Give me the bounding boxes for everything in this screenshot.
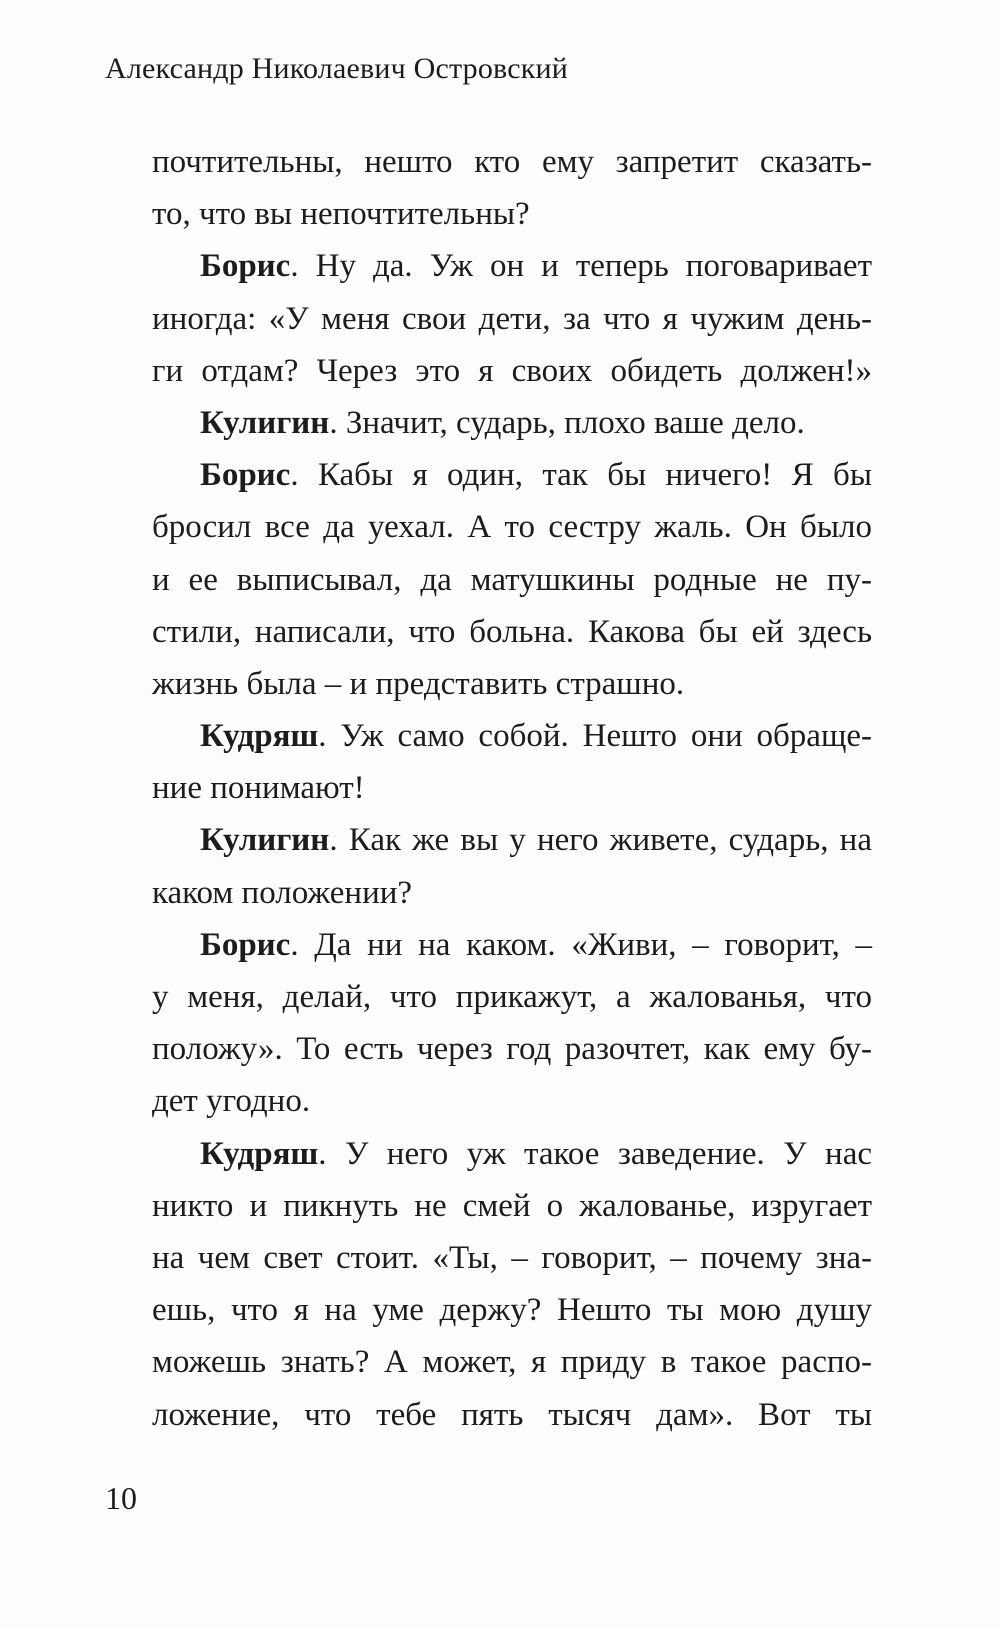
text-line: на чем свет стоит. «Ты, – говорит, – почему зна- [152,1239,872,1276]
running-head: Александр Николаевич Островский [105,52,569,85]
speaker-name: Борис [200,926,291,963]
text-line: ешь, что я на уме держу? Нешто ты мою душу [152,1292,872,1329]
speaker-name: Кудряш [200,718,319,755]
dialogue-line: Кулигин. Значит, сударь, плохо ваше дело. [200,404,805,441]
play-text [152,136,872,1441]
speaker-name: Борис [200,457,291,494]
text-line: ние понимают! [152,770,365,807]
dialogue-line: Борис. Ну да. Уж он и теперь поговаривает [200,248,872,285]
speaker-name: Кулигин [200,404,330,441]
text-line: и ее выписывал, да матушкины родные не пу- [152,561,872,598]
text-line: бросил все да уехал. А то сестру жаль. Он было [152,509,872,546]
speaker-name: Борис [200,248,291,285]
text-line: можешь знать? А может, я приду в такое распо- [152,1344,872,1381]
dialogue-line: Кудряш. Уж само собой. Нешто они обраще- [200,718,872,755]
text-line: положу». То есть через год разочтет, как ему бу- [152,1031,872,1068]
dialogue-line: Кулигин. Как же вы у него живете, сударь, на [200,822,872,859]
text-line: стили, написали, что больна. Какова бы ей здесь [152,613,872,650]
dialogue-line: Борис. Кабы я один, так бы ничего! Я бы [200,457,872,494]
page-number: 10 [105,1480,137,1516]
text-line: жизнь была – и представить страшно. [152,665,685,702]
speaker-name: Кулигин [200,822,330,859]
text-line: ложение, что тебе пять тысяч дам». Вот ты [152,1396,872,1433]
text-line: у меня, делай, что прикажут, а жалованья, что [152,979,872,1015]
speaker-name: Кудряш [200,1135,319,1172]
text-line: никто и пикнуть не смей о жалованье, изругает [152,1187,872,1224]
text-line: ги отдам? Через это я своих обидеть должен!» [152,352,872,389]
text-line: то, что вы непочтительны? [152,196,530,233]
text-line: почтительны, нешто кто ему запретит сказать- [152,144,872,180]
dialogue-line: Кудряш. У него уж такое заведение. У нас [200,1135,872,1172]
text-line: дет угодно. [152,1083,311,1120]
dialogue-line: Борис. Да ни на каком. «Живи, – говорит, – [200,926,872,963]
text-line: каком положении? [152,874,413,911]
text-line: иногда: «У меня свои дети, за что я чужим день- [152,300,872,337]
